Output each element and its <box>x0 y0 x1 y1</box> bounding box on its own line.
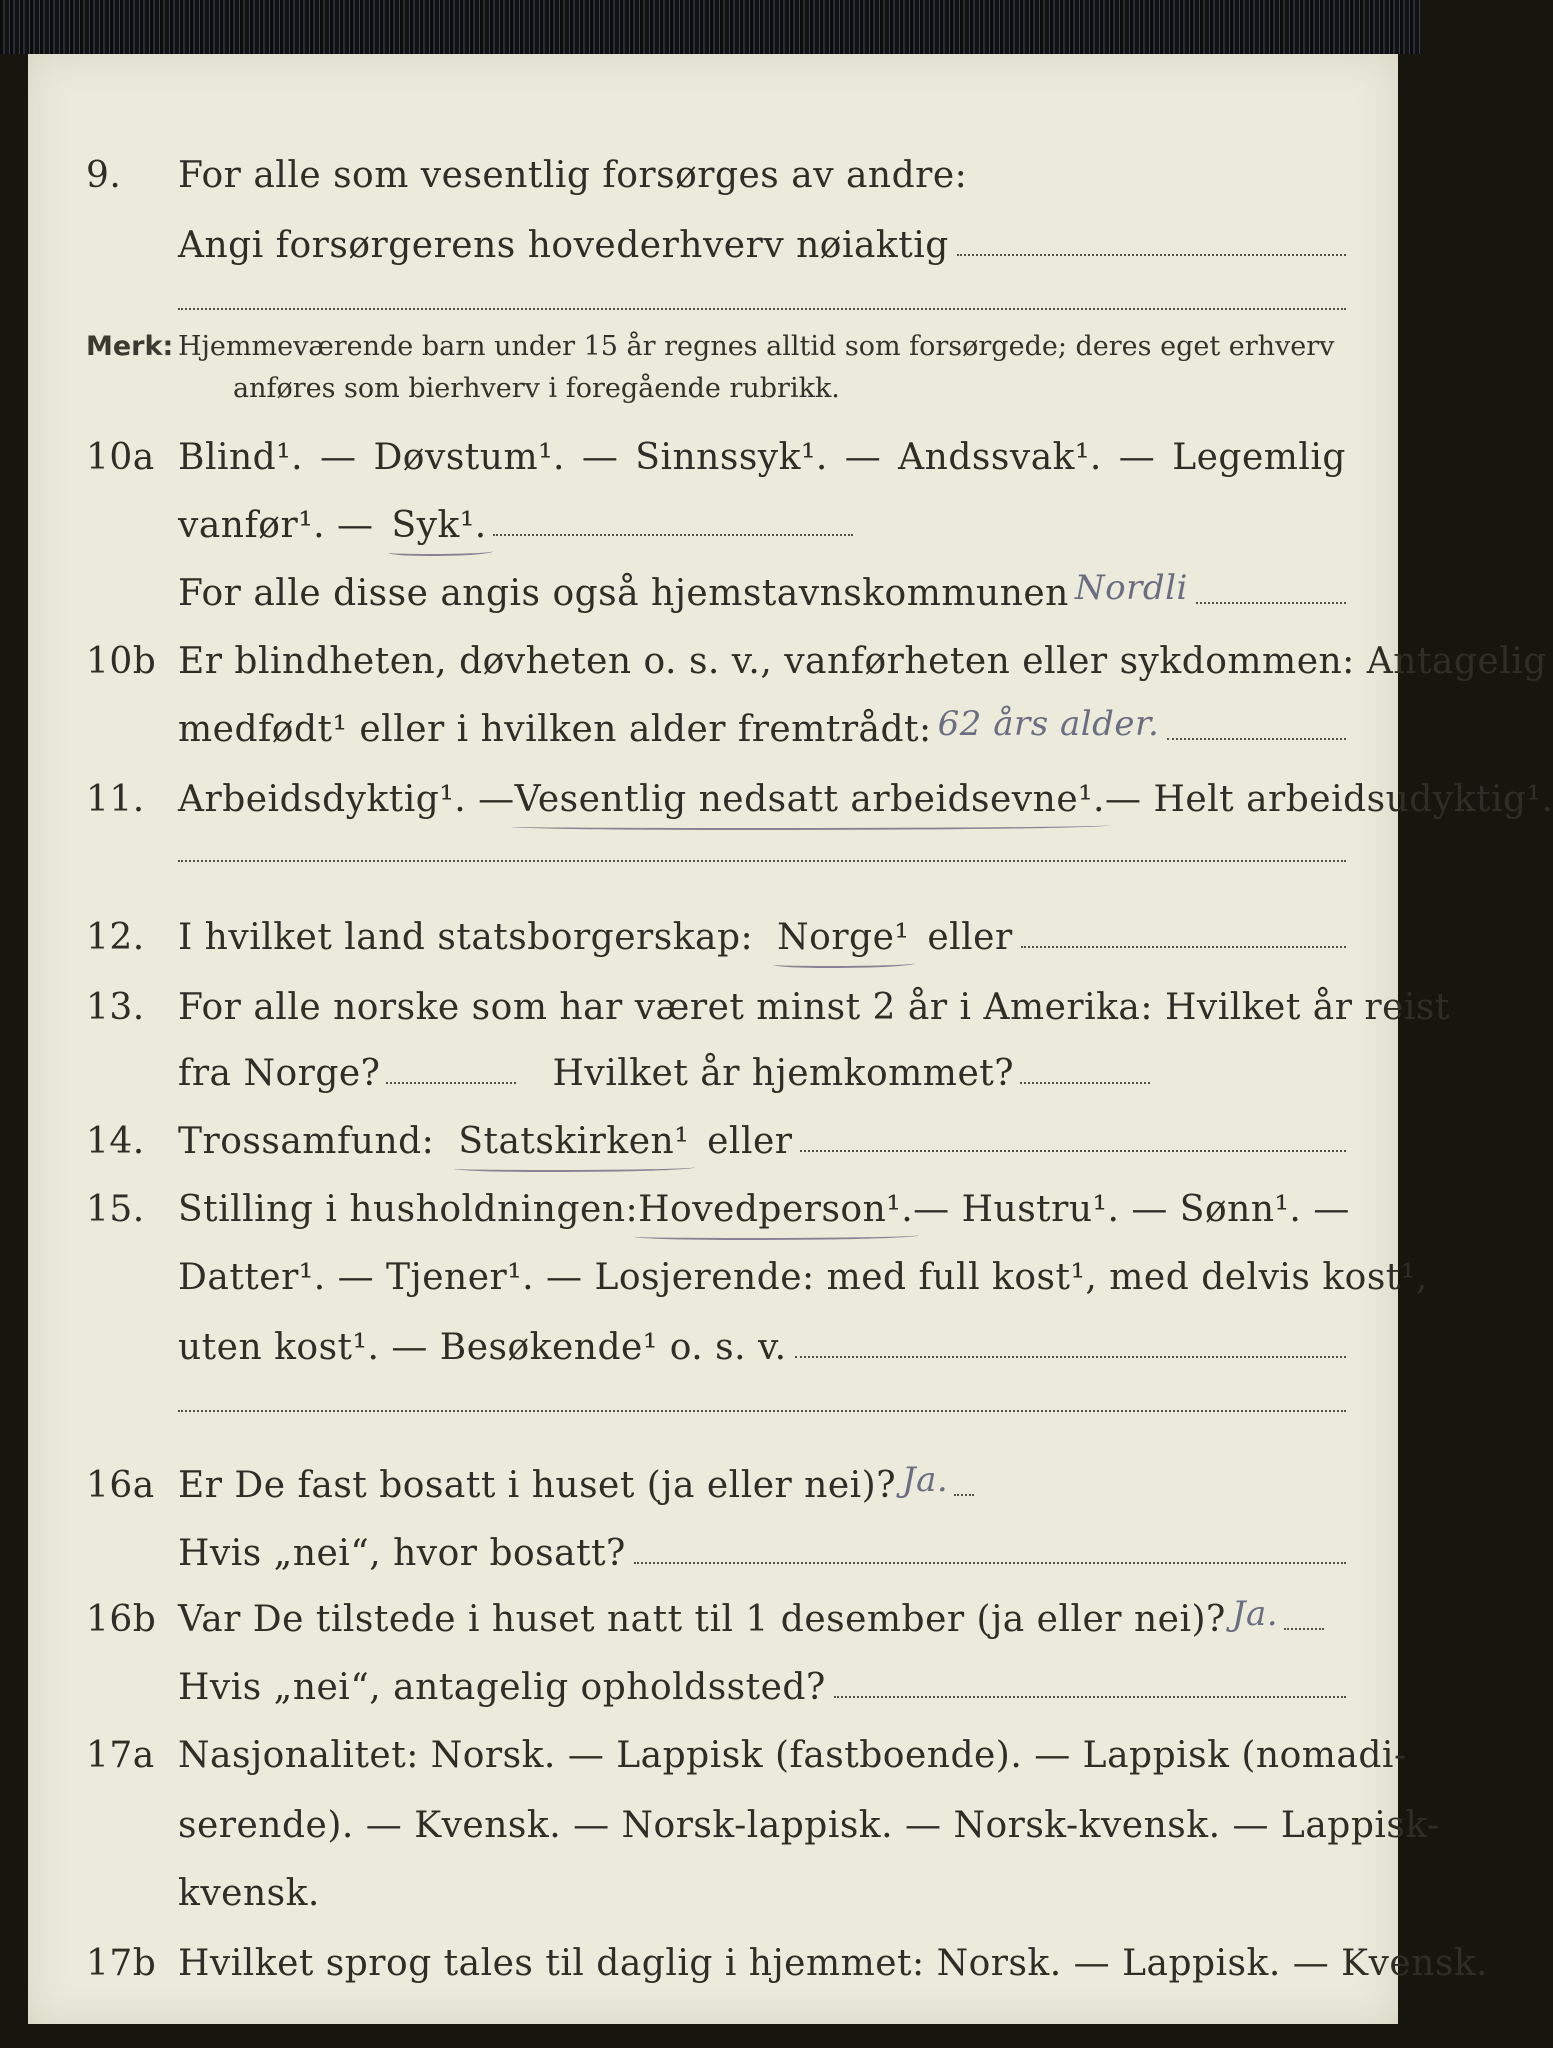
q10a-line2 <box>28 494 1398 554</box>
q13-line2 <box>28 1042 1398 1102</box>
q10a-physically: Legemlig <box>1172 437 1346 478</box>
q10a-dash: — <box>320 437 357 478</box>
scan-top-edge <box>0 0 1420 54</box>
q16a-answer-field[interactable] <box>954 1494 974 1496</box>
q16a-question: Er De fast bosatt i huset (ja eller nei)? <box>178 1465 897 1506</box>
q16a-line2 <box>28 1522 1398 1582</box>
q10a-sick-field[interactable] <box>493 534 853 536</box>
q16b-number: 16b <box>86 1599 157 1640</box>
q10b-line2 <box>28 698 1398 758</box>
q16a-number: 16a <box>86 1465 155 1506</box>
q14-religion-field[interactable] <box>800 1150 1346 1152</box>
q12-line <box>28 906 1398 966</box>
q16a-handwritten-answer: Ja. <box>902 1460 949 1500</box>
q16b-line2 <box>28 1656 1398 1716</box>
q11-extra-field[interactable] <box>178 860 1346 862</box>
q10a-dash: — <box>581 437 619 478</box>
q10a-municipality-field[interactable] <box>1196 602 1346 604</box>
q13-line1 <box>28 976 1450 1036</box>
q14-line <box>28 1110 1398 1170</box>
q16a-residence-field[interactable] <box>634 1562 1346 1564</box>
q10a-handwritten-municipality: Nordli <box>1074 568 1188 608</box>
q14-state-church-option[interactable]: Statskirken¹ <box>458 1121 690 1162</box>
q15-label: Stilling i husholdningen: <box>178 1189 639 1230</box>
q10a-deaf: Døvstum¹. <box>373 437 565 478</box>
q17b-text: Hvilket sprog tales til daglig i hjemmet: Norsk. — Lappisk. — Kvensk. <box>178 1943 1489 1984</box>
q15-options-1: — Hustru¹. — Sønn¹. — <box>913 1189 1350 1230</box>
q10a-dash: — <box>1118 437 1156 478</box>
q17a-number: 17a <box>86 1735 155 1776</box>
q17a-text-1: Nasjonalitet: Norsk. — Lappisk (fastboende). — Lappisk (nomadi- <box>178 1735 1407 1776</box>
q10b-text: Er blindheten, døvheten o. s. v., vanførheten eller sykdommen: Antagelig <box>178 641 1547 682</box>
q9-provider-field[interactable] <box>957 254 1346 256</box>
q10a-sick-option[interactable]: Syk¹. <box>391 505 487 546</box>
q14-label: Trossamfund: <box>178 1121 435 1162</box>
q17b-number: 17b <box>86 1943 157 1984</box>
q9-line2 <box>28 214 1398 274</box>
q15-extra-field[interactable] <box>178 1410 1346 1412</box>
q15-options-2: Datter¹. — Tjener¹. — Losjerende: med full kost¹, med delvis kost¹, <box>178 1257 1428 1298</box>
q10b-onset-label: medfødt¹ eller i hvilken alder fremtrådt: <box>178 709 932 750</box>
q13-left-year-field[interactable] <box>386 1082 516 1084</box>
q15-number: 15. <box>86 1189 145 1230</box>
merk-line1: Hjemmeværende barn under 15 år regnes alltid som forsørgede; deres eget erhverv <box>178 331 1335 362</box>
q10a-mentally-disabled: Andssvak¹. <box>898 437 1102 478</box>
q9-line1 <box>28 144 1398 204</box>
q16b-answer-field[interactable] <box>1284 1628 1324 1630</box>
q10b-line1 <box>28 630 1547 690</box>
q15-line1 <box>28 1178 1398 1238</box>
q10a-number: 10a <box>86 437 155 478</box>
q17a-line3 <box>28 1862 1398 1922</box>
merk-line2: anføres som bierhverv i foregående rubrikk. <box>233 373 840 404</box>
q17a-line2 <box>28 1794 1440 1854</box>
q16a-residence-label: Hvis „nei“, hvor bosatt? <box>178 1533 626 1574</box>
q10b-onset-field[interactable] <box>1167 738 1346 740</box>
q10a-blind: Blind¹. <box>178 437 304 478</box>
q10a-disabled-label: vanfør¹. — <box>178 505 374 546</box>
q10a-line3 <box>28 562 1398 622</box>
q10a-line1 <box>28 426 1398 486</box>
q11-unable: — Helt arbeidsudyktig¹. <box>1105 779 1553 820</box>
q9-extra-field[interactable] <box>178 308 1346 310</box>
q13-number: 13. <box>86 987 145 1028</box>
q16b-whereabouts-field[interactable] <box>834 1696 1346 1698</box>
q14-number: 14. <box>86 1121 145 1162</box>
q12-norway-option[interactable]: Norge¹ <box>777 917 910 958</box>
q15-line2 <box>28 1246 1428 1306</box>
q15-line3 <box>28 1316 1398 1376</box>
q17a-text-2: serende). — Kvensk. — Norsk-lappisk. — Norsk-kvensk. — Lappisk- <box>178 1805 1440 1846</box>
merk-note <box>178 326 1346 410</box>
q15-head-option[interactable]: Hovedperson¹. <box>638 1189 914 1230</box>
q11-reduced-option[interactable]: Vesentlig nedsatt arbeidsevne¹. <box>514 779 1105 820</box>
q17b-line <box>28 1932 1489 1992</box>
q15-options-3: uten kost¹. — Besøkende¹ o. s. v. <box>178 1327 787 1368</box>
q9-provider-label: Angi forsørgerens hovederhverv nøiaktig <box>178 225 949 266</box>
q13-left-norway-label: fra Norge? <box>178 1053 381 1094</box>
q12-label: I hvilket land statsborgerskap: <box>178 917 754 958</box>
q11-able: Arbeidsdyktig¹. — <box>178 779 515 820</box>
q10a-insane: Sinnssyk¹. <box>635 437 828 478</box>
q14-or: eller <box>707 1121 793 1162</box>
q10b-number: 10b <box>86 641 157 682</box>
q13-text: For alle norske som har været minst 2 år i Amerika: Hvilket år reist <box>178 987 1450 1028</box>
q12-number: 12. <box>86 917 145 958</box>
q17a-line1 <box>28 1724 1407 1784</box>
q12-or: eller <box>927 917 1013 958</box>
merk-label: Merk: <box>86 331 174 362</box>
q11-number: 11. <box>86 779 145 820</box>
q10a-home-municipality-label: For alle disse angis også hjemstavnskommunen <box>178 573 1069 614</box>
q16b-question: Var De tilstede i huset natt til 1 desember (ja eller nei)? <box>178 1599 1226 1640</box>
census-form-page <box>28 54 1553 2024</box>
q15-other-field[interactable] <box>795 1356 1346 1358</box>
q16b-line1 <box>28 1588 1398 1648</box>
q10a-dash: — <box>844 437 882 478</box>
q16b-handwritten-answer: Ja. <box>1231 1594 1279 1634</box>
q10b-handwritten-age: 62 års alder. <box>937 704 1160 744</box>
q13-returned-year-field[interactable] <box>1020 1082 1150 1084</box>
q9-number: 9. <box>86 155 122 196</box>
q12-country-field[interactable] <box>1021 946 1346 948</box>
q13-returned-label: Hvilket år hjemkommet? <box>552 1053 1015 1094</box>
q9-text: For alle som vesentlig forsørges av andre: <box>178 155 968 196</box>
q16a-line1 <box>28 1454 1398 1514</box>
q16b-whereabouts-label: Hvis „nei“, antagelig opholdssted? <box>178 1667 826 1708</box>
q11-line <box>28 768 1553 828</box>
q17a-text-3: kvensk. <box>178 1873 320 1914</box>
